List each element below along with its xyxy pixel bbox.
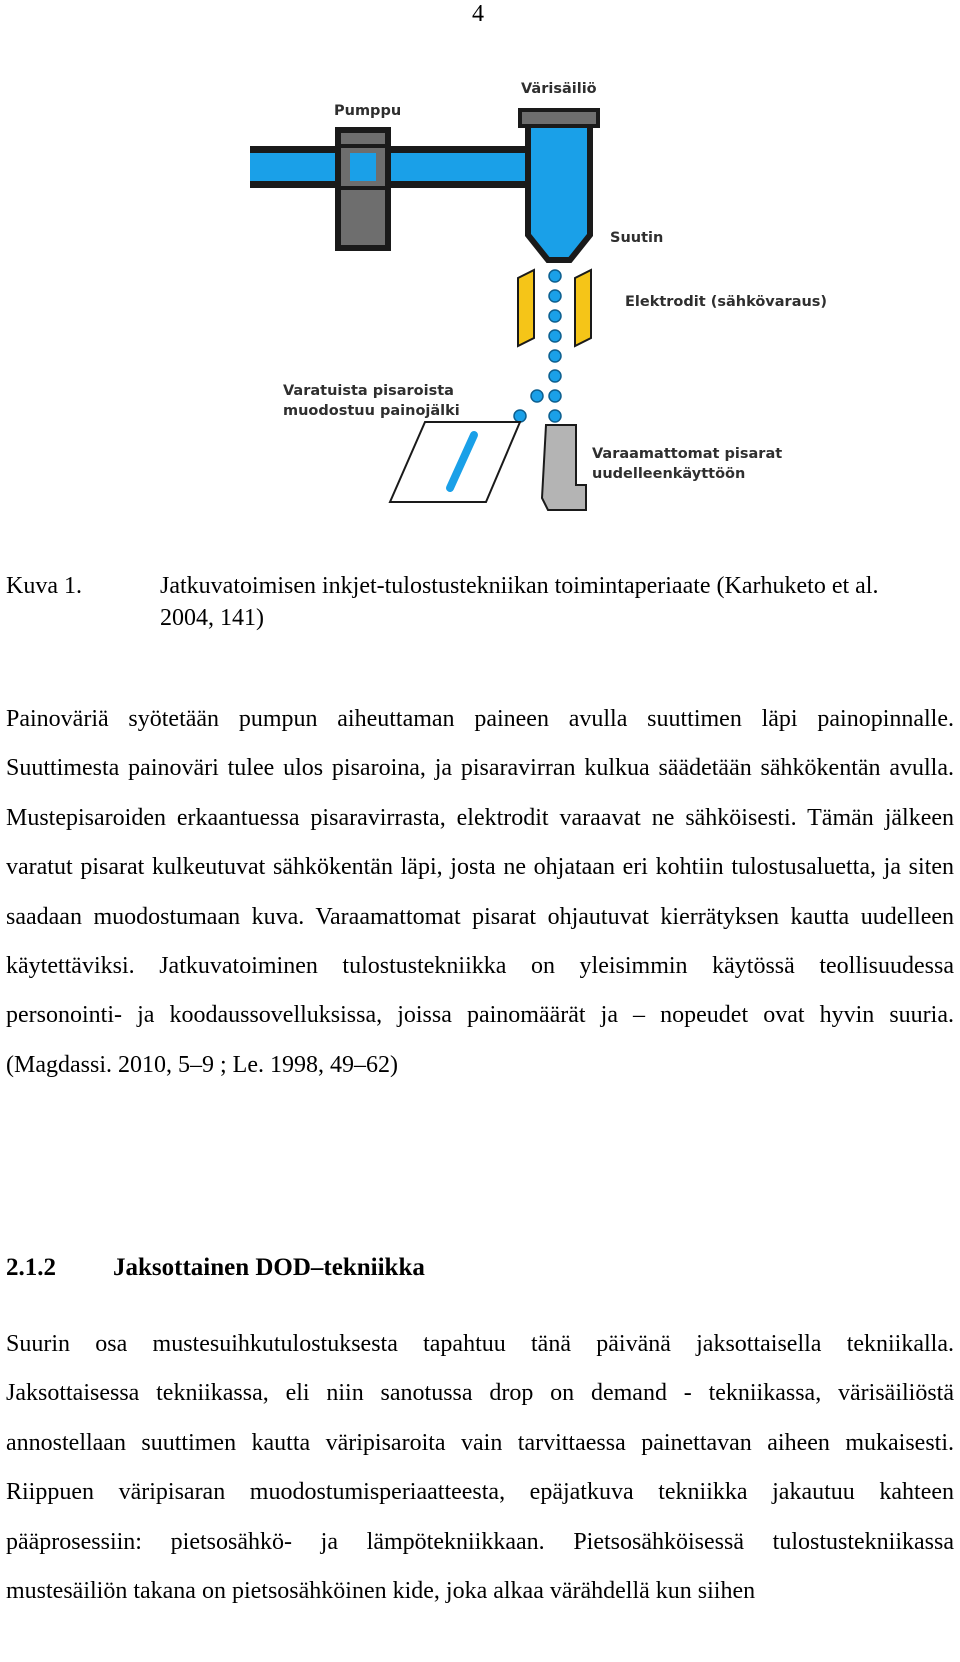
label-pump: Pumppu bbox=[334, 103, 402, 119]
body-paragraph-1: Painoväriä syötetään pumpun aiheuttaman paineen avulla suuttimen läpi painopinnalle. Suuttimesta painoväri tulee ulos pisaroina, ja pisaravirran kulkua säädetään sähkökentän avulla. Mustepisaroiden erkaantuessa pisaravirrasta, elektrodit varaavat ne sähköisesti. Tämän jälkeen varatut pisarat kulkeutuvat sähkökentän läpi, josta ne ohjataan eri kohtiin tulostusaluetta, ja siten saadaan muodostumaan kuva. Varaamattomat pisarat ohjautuvat kierrätyksen kautta uudelleen käytettäviksi. Jatkuvatoiminen tulostustekniikka on yleisimmin käytössä teollisuudessa personointi- ja koodaussovelluksissa, joissa painomäärät ja – nopeudet ovat hyvin suuria. (Magdassi. 2010, 5–9 ; Le. 1998, 49–62) bbox=[6, 706, 954, 1078]
electrode-right bbox=[575, 270, 591, 346]
section-number: 2.1.2 bbox=[6, 1254, 56, 1281]
caption-label: Kuva 1. bbox=[6, 573, 82, 599]
label-nozzle: Suutin bbox=[610, 230, 664, 246]
label-electrodes: Elektrodit (sähkövaraus) bbox=[625, 294, 828, 310]
label-charged-line1: Varatuista pisaroista bbox=[283, 383, 454, 399]
ink-tank-cap bbox=[520, 110, 598, 126]
label-uncharged-line2: uudelleenkäyttöön bbox=[592, 466, 746, 482]
electrode-left bbox=[518, 270, 534, 346]
caption-text: Jatkuvatoimisen inkjet-tulostustekniikan toimintaperiaate (Karhuketo et al. 2004, 141) bbox=[160, 573, 879, 631]
recycle-gutter bbox=[542, 425, 586, 510]
label-uncharged-line1: Varaamattomat pisarat bbox=[592, 446, 783, 462]
page-number: 4 bbox=[472, 1, 484, 27]
body-paragraph-2: Suurin osa mustesuihkutulostuksesta tapahtuu tänä päivänä jaksottaisella tekniikalla. Jaksottaisessa tekniikassa, eli niin sanotussa drop on demand - tekniikassa, värisäiliöstä annostellaan suuttimen kautta väripisaroita vain tarvittaessa painettavan aiheen mukaisesti. Riippuen väripisaran muodostumisperiaatteesta, epäjatkuva tekniikka jakautuu kahteen pääprosessiin: pietsosähkö- ja lämpötekniikkaan. Pietsosähköisessä tulostustekniikassa mustesäiliön takana on pietsosähköinen kide, joka alkaa värähdellä kun siihen bbox=[6, 1331, 954, 1605]
ink-pipe bbox=[250, 153, 550, 181]
section-title: Jaksottainen DOD–tekniikka bbox=[113, 1254, 425, 1281]
inkjet-diagram-svg bbox=[250, 70, 870, 550]
label-charged-line2: muodostuu painojälki bbox=[283, 403, 460, 419]
print-paper bbox=[390, 422, 520, 502]
label-ink-tank: Värisäiliö bbox=[521, 81, 597, 97]
ink-tank bbox=[528, 120, 590, 260]
inkjet-diagram bbox=[250, 70, 870, 550]
